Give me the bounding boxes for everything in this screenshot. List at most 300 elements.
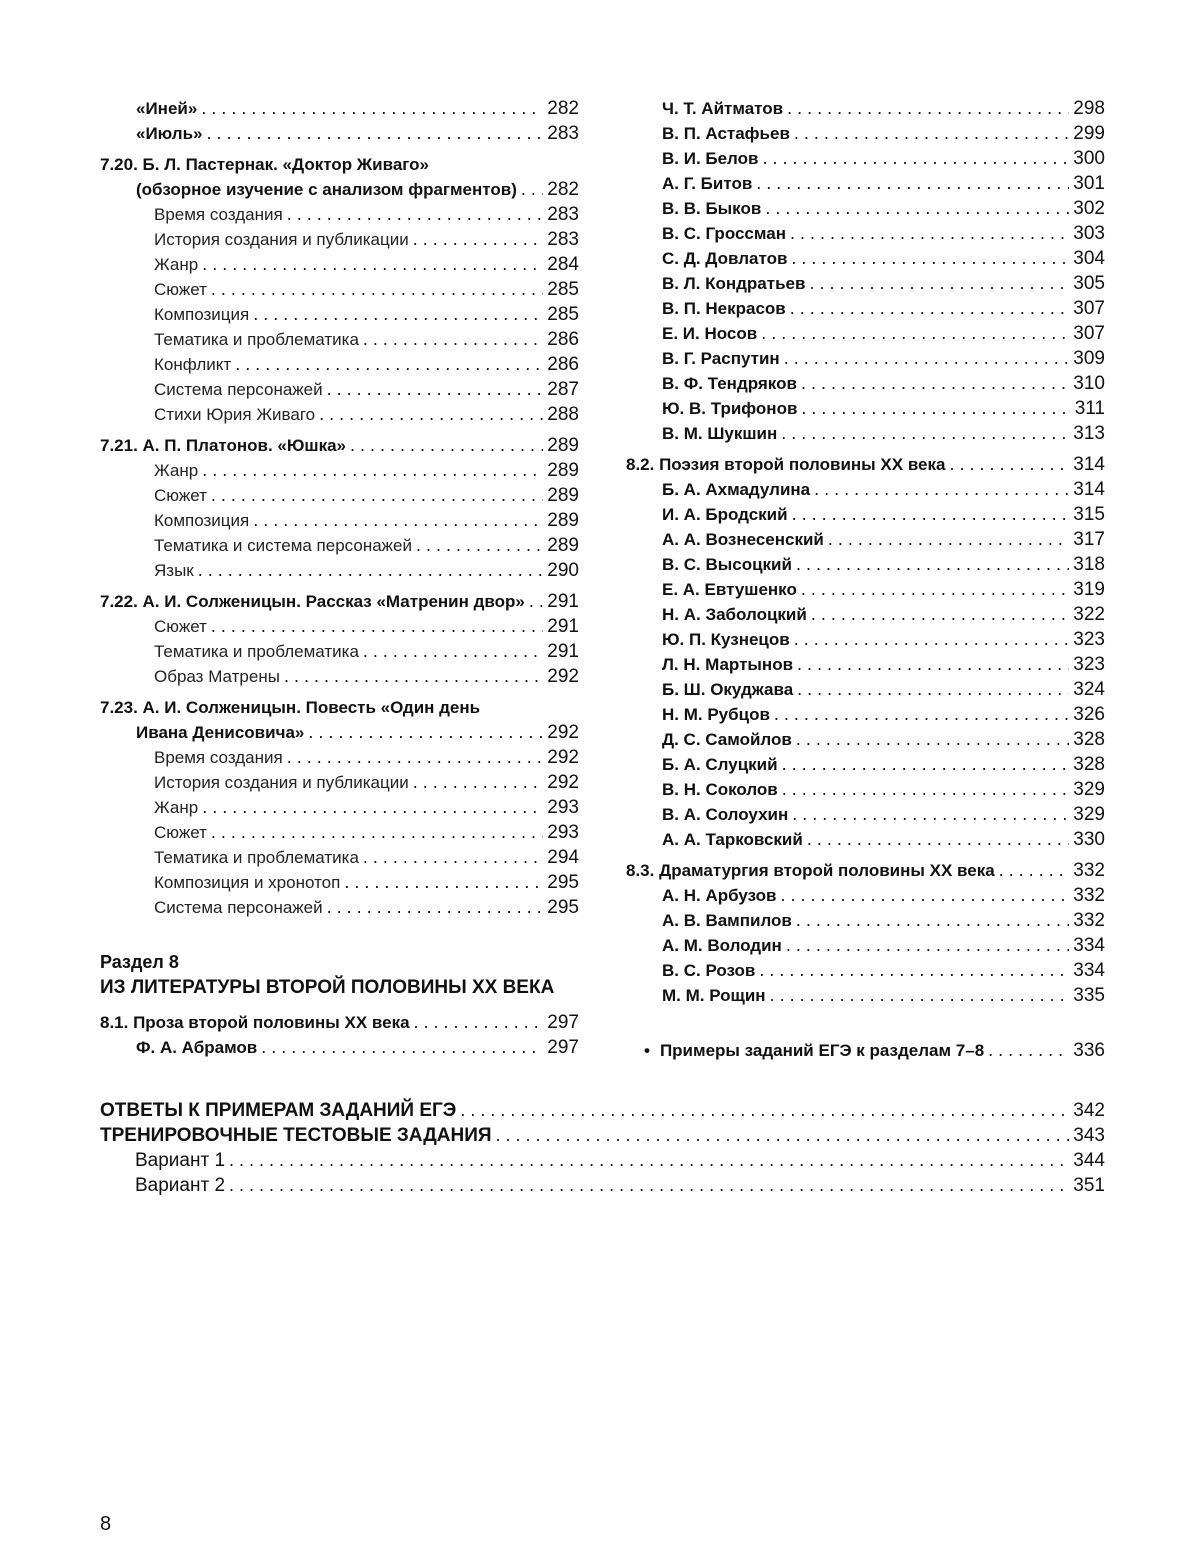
toc-entry-label: В. Н. Соколов: [662, 780, 778, 799]
toc-entry[interactable]: [626, 727, 1105, 752]
toc-entry-label: Н. М. Рубцов: [662, 705, 770, 724]
toc-subentry-label: Сюжет: [154, 617, 207, 636]
dot-leader: [211, 277, 543, 302]
dot-leader: [782, 752, 1070, 777]
toc-subentry[interactable]: [100, 895, 579, 920]
dot-leader: [782, 777, 1070, 802]
toc-entry-training[interactable]: [100, 1123, 1105, 1148]
toc-entry[interactable]: [626, 221, 1105, 246]
toc-page-number: 292: [547, 772, 579, 793]
toc-page-number: 328: [1073, 754, 1105, 775]
dot-leader: [319, 402, 543, 427]
toc-subentry-label: Тематика и проблематика: [154, 330, 359, 349]
toc-entry[interactable]: [626, 908, 1105, 933]
toc-entry-label: А. А. Тарковский: [662, 830, 803, 849]
dot-leader: [949, 452, 1069, 477]
toc-subentry-label: Система персонажей: [154, 380, 323, 399]
toc-section-heading[interactable]: [100, 589, 579, 614]
toc-subentry-label: История создания и публикации: [154, 230, 409, 249]
toc-entry[interactable]: [626, 677, 1105, 702]
dot-leader: [770, 983, 1070, 1008]
dot-leader: [790, 296, 1070, 321]
toc-entry[interactable]: [626, 502, 1105, 527]
toc-entry[interactable]: [100, 121, 579, 146]
toc-subentry-label: Композиция и хронотоп: [154, 873, 341, 892]
toc-page-number: 334: [1073, 935, 1105, 956]
toc-entry[interactable]: [626, 121, 1105, 146]
toc-entry-label: Ч. Т. Айтматов: [662, 99, 784, 118]
toc-page-number: 311: [1074, 398, 1105, 419]
toc-entry[interactable]: [626, 246, 1105, 271]
toc-subentry-label: Тематика и проблематика: [154, 848, 359, 867]
toc-page-number: 293: [547, 797, 579, 818]
toc-entry-label: И. А. Бродский: [662, 505, 788, 524]
toc-entry[interactable]: [626, 627, 1105, 652]
toc-subentry-label: Система персонажей: [154, 898, 323, 917]
section-8-title: Раздел 8: [100, 952, 179, 972]
toc-page-number: 332: [1073, 910, 1105, 931]
toc-page-number: 292: [547, 666, 579, 687]
toc-subentry[interactable]: [100, 202, 579, 227]
toc-page-number: 298: [1073, 98, 1105, 119]
toc-entry-label: В. А. Солоухин: [662, 805, 789, 824]
dot-leader: [413, 227, 544, 252]
dot-leader: [756, 171, 1069, 196]
dot-leader: [363, 639, 543, 664]
toc-page-number: 342: [1073, 1100, 1105, 1121]
dot-leader: [781, 421, 1069, 446]
dot-leader: [287, 202, 544, 227]
dot-leader: [211, 820, 543, 845]
toc-entry-label: «Иней»: [136, 99, 198, 118]
toc-page-number: 334: [1073, 960, 1105, 981]
toc-subentry-label: Жанр: [154, 461, 199, 480]
toc-page-number: 309: [1073, 348, 1105, 369]
dot-leader: [529, 589, 543, 614]
toc-entry-label: Б. А. Ахмадулина: [662, 480, 811, 499]
toc-entry[interactable]: [626, 421, 1105, 446]
toc-entry-answers[interactable]: [100, 1098, 1105, 1123]
toc-subentry-label: Образ Матрены: [154, 667, 280, 686]
toc-page-number: 329: [1073, 779, 1105, 800]
dot-leader: [261, 1035, 543, 1060]
toc-subentry[interactable]: [100, 639, 579, 664]
toc-entry-label: Е. И. Носов: [662, 324, 758, 343]
dot-leader: [414, 1010, 544, 1035]
toc-page-number: 289: [547, 435, 579, 456]
toc-entry-label: Д. С. Самойлов: [662, 730, 792, 749]
dot-leader: [762, 146, 1069, 171]
toc-page-number: 299: [1073, 123, 1105, 144]
toc-entry-label: Б. А. Слуцкий: [662, 755, 778, 774]
toc-entry-examples[interactable]: [626, 1038, 1105, 1063]
dot-leader: [801, 577, 1069, 602]
dot-leader: [363, 327, 543, 352]
toc-entry[interactable]: [100, 720, 579, 745]
toc-entry[interactable]: [626, 96, 1105, 121]
toc-subentry[interactable]: [100, 327, 579, 352]
dot-leader: [211, 614, 543, 639]
toc-subentry-label: Сюжет: [154, 280, 207, 299]
toc-page-number: 315: [1073, 504, 1105, 525]
dot-leader: [792, 802, 1069, 827]
dot-leader: [416, 533, 543, 558]
dot-leader: [284, 664, 543, 689]
toc-entry[interactable]: [626, 146, 1105, 171]
dot-leader: [796, 552, 1069, 577]
toc-entry[interactable]: [626, 552, 1105, 577]
toc-entry[interactable]: [626, 396, 1105, 421]
toc-page-number: 335: [1073, 985, 1105, 1006]
toc-entry-label: В. И. Белов: [662, 149, 759, 168]
toc-entry[interactable]: [626, 883, 1105, 908]
dot-leader: [774, 702, 1069, 727]
toc-subentry-label: Тематика и система персонажей: [154, 536, 412, 555]
toc-entry-label: (обзорное изучение с анализом фрагментов): [136, 180, 517, 199]
toc-section-heading[interactable]: [100, 1010, 579, 1035]
toc-page-number: 283: [547, 204, 579, 225]
dot-leader: [198, 558, 544, 583]
toc-entry-label: В. С. Гроссман: [662, 224, 786, 243]
dot-leader: [287, 745, 544, 770]
toc-entry-variant[interactable]: [100, 1148, 1105, 1173]
toc-page-number: 322: [1073, 604, 1105, 625]
toc-page-number: 297: [547, 1037, 579, 1058]
toc-entry-label: В. С. Розов: [662, 961, 756, 980]
toc-entry-label: Ю. В. Трифонов: [662, 399, 798, 418]
dot-leader: [327, 377, 544, 402]
toc-page-number: 292: [547, 747, 579, 768]
toc-subentry[interactable]: [100, 483, 579, 508]
dot-leader: [794, 627, 1070, 652]
toc-subentry-label: Жанр: [154, 255, 199, 274]
toc-page-number: 336: [1073, 1040, 1105, 1061]
toc-page-number: 317: [1073, 529, 1105, 550]
toc-entry[interactable]: [626, 802, 1105, 827]
toc-page-number: 314: [1073, 454, 1105, 475]
toc-entry[interactable]: [100, 177, 579, 202]
toc-page-number: 292: [547, 722, 579, 743]
dot-leader: [308, 720, 543, 745]
toc-entry[interactable]: [626, 296, 1105, 321]
dot-leader: [794, 121, 1069, 146]
toc-entry-label: Ивана Денисовича»: [136, 723, 305, 742]
toc-page-number: 351: [1073, 1175, 1105, 1196]
toc-entry-label: ОТВЕТЫ К ПРИМЕРАМ ЗАДАНИЙ ЕГЭ: [100, 1100, 457, 1121]
toc-entry[interactable]: [100, 96, 579, 121]
toc-page-number: 290: [547, 560, 579, 581]
toc-subentry-label: Композиция: [154, 511, 250, 530]
toc-entry-label: 7.22. А. И. Солженицын. Рассказ «Матренин двор»: [100, 592, 525, 611]
toc-entry-label: 7.21. А. П. Платонов. «Юшка»: [100, 436, 347, 455]
toc-page-number: 301: [1073, 173, 1105, 194]
toc-page-number: 326: [1073, 704, 1105, 725]
dot-leader: [786, 933, 1069, 958]
toc-entry-label: • Примеры заданий ЕГЭ к разделам 7–8: [644, 1038, 984, 1063]
toc-sublist-81-cont: [626, 96, 1105, 446]
toc-page-number: 307: [1073, 298, 1105, 319]
toc-entry-label: Н. А. Заболоцкий: [662, 605, 807, 624]
dot-leader: [801, 371, 1069, 396]
toc-entry-variant[interactable]: [100, 1173, 1105, 1198]
toc-subentry-label: Время создания: [154, 205, 283, 224]
toc-subentry[interactable]: [100, 745, 579, 770]
toc-subentry[interactable]: [100, 820, 579, 845]
toc-page-number: 293: [547, 822, 579, 843]
toc-page-number: 285: [547, 279, 579, 300]
toc-subentry[interactable]: [100, 377, 579, 402]
toc-page-number: 300: [1073, 148, 1105, 169]
toc-entry-label: А. Н. Арбузов: [662, 886, 777, 905]
dot-leader: [206, 121, 543, 146]
dot-leader: [791, 246, 1069, 271]
toc-entry-label: В. Л. Кондратьев: [662, 274, 806, 293]
toc-entry-label: В. Г. Распутин: [662, 349, 780, 368]
toc-page-number: 284: [547, 254, 579, 275]
toc-entry[interactable]: [626, 271, 1105, 296]
dot-leader: [202, 458, 543, 483]
toc-page-number: 305: [1073, 273, 1105, 294]
toc-subentry[interactable]: [100, 795, 579, 820]
dot-leader: [211, 483, 543, 508]
toc-entry[interactable]: [100, 1035, 579, 1060]
toc-subentry-label: Конфликт: [154, 355, 232, 374]
toc-entry[interactable]: [626, 346, 1105, 371]
toc-section-heading[interactable]: 7.23. А. И. Солженицын. Повесть «Один день: [100, 698, 481, 717]
dot-leader: [797, 652, 1069, 677]
dot-leader: [229, 1148, 1069, 1173]
toc-subentry-label: Сюжет: [154, 823, 207, 842]
dot-leader: [792, 502, 1070, 527]
toc-sublist-720: [100, 202, 579, 427]
toc-entry-label: В. П. Некрасов: [662, 299, 786, 318]
toc-entry[interactable]: [626, 477, 1105, 502]
dot-leader: [796, 727, 1069, 752]
toc-entry[interactable]: [626, 577, 1105, 602]
toc-sublist-82: [626, 477, 1105, 852]
toc-entry[interactable]: [626, 983, 1105, 1008]
toc-entry-label: Ю. П. Кузнецов: [662, 630, 790, 649]
toc-page-number: 318: [1073, 554, 1105, 575]
toc-subentry-label: Сюжет: [154, 486, 207, 505]
toc-page-number: 285: [547, 304, 579, 325]
toc-subentry-label: Композиция: [154, 305, 250, 324]
toc-subentry-label: Время создания: [154, 748, 283, 767]
toc-section-heading[interactable]: [100, 433, 579, 458]
toc-entry-label: Е. А. Евтушенко: [662, 580, 797, 599]
toc-page-number: 286: [547, 354, 579, 375]
toc-page-number: 302: [1073, 198, 1105, 219]
toc-page-number: 344: [1073, 1150, 1105, 1171]
toc-page-number: 288: [547, 404, 579, 425]
dot-leader: [999, 858, 1070, 883]
toc-page-number: 319: [1073, 579, 1105, 600]
page-number: 8: [100, 1513, 112, 1535]
dot-leader: [496, 1123, 1070, 1148]
toc-subentry[interactable]: [100, 402, 579, 427]
dot-leader: [344, 870, 543, 895]
toc-page-number: 287: [547, 379, 579, 400]
toc-sublist-723: [100, 745, 579, 920]
toc-subentry[interactable]: [100, 558, 579, 583]
dot-leader: [797, 677, 1069, 702]
toc-entry-label: Вариант 2: [135, 1175, 226, 1196]
dot-leader: [759, 958, 1069, 983]
toc-section-heading[interactable]: [626, 858, 1105, 883]
toc-page-number: 303: [1073, 223, 1105, 244]
toc-entry-label: Б. Ш. Окуджава: [662, 680, 794, 699]
toc-entry[interactable]: [626, 958, 1105, 983]
dot-leader: [796, 908, 1069, 933]
toc-left-column: [100, 96, 579, 1060]
section-8-heading: [100, 950, 579, 1000]
dot-leader: [253, 302, 543, 327]
toc-page-number: 283: [547, 229, 579, 250]
toc-entry-label: М. М. Рощин: [662, 986, 766, 1005]
toc-page-number: 291: [547, 641, 579, 662]
toc-page-number: 291: [547, 591, 579, 612]
toc-subentry[interactable]: [100, 277, 579, 302]
toc-page-number: 313: [1073, 423, 1105, 444]
toc-page-number: 295: [547, 872, 579, 893]
toc-page-number: 329: [1073, 804, 1105, 825]
toc-entry-label: В. С. Высоцкий: [662, 555, 792, 574]
dot-leader: [327, 895, 544, 920]
dot-leader: [790, 221, 1069, 246]
toc-page-number: 282: [547, 179, 579, 200]
toc-entry-label: ТРЕНИРОВОЧНЫЕ ТЕСТОВЫЕ ЗАДАНИЯ: [100, 1125, 492, 1146]
toc-entry-label: А. Г. Битов: [662, 174, 753, 193]
toc-entry[interactable]: [626, 321, 1105, 346]
toc-subentry[interactable]: [100, 508, 579, 533]
toc-entry[interactable]: [626, 371, 1105, 396]
toc-section-heading[interactable]: 7.20. Б. Л. Пастернак. «Доктор Живаго»: [100, 155, 429, 174]
toc-subentry-label: Стихи Юрия Живаго: [154, 405, 316, 424]
toc-subentry[interactable]: [100, 533, 579, 558]
toc-subentry[interactable]: [100, 302, 579, 327]
section-8-subtitle: ИЗ ЛИТЕРАТУРЫ ВТОРОЙ ПОЛОВИНЫ XX ВЕКА: [100, 977, 555, 998]
toc-section-heading[interactable]: [626, 452, 1105, 477]
toc-subentry[interactable]: [100, 845, 579, 870]
toc-sublist-722: [100, 614, 579, 689]
toc-subentry[interactable]: [100, 252, 579, 277]
dot-leader: [988, 1038, 1069, 1063]
toc-page-number: 343: [1073, 1125, 1105, 1146]
dot-leader: [229, 1173, 1069, 1198]
toc-entry[interactable]: [626, 702, 1105, 727]
toc-subentry[interactable]: [100, 458, 579, 483]
toc-page-number: 304: [1073, 248, 1105, 269]
toc-sublist-83: [626, 883, 1105, 1008]
toc-page-number: 291: [547, 616, 579, 637]
toc-page-number: 289: [547, 510, 579, 531]
toc-right-column: [626, 96, 1105, 1063]
toc-entry-label: «Июль»: [136, 124, 203, 143]
toc-subentry-label: История создания и публикации: [154, 773, 409, 792]
dot-leader: [809, 271, 1069, 296]
toc-entry[interactable]: [626, 777, 1105, 802]
dot-leader: [784, 346, 1070, 371]
toc-entry-label: Вариант 1: [135, 1150, 226, 1171]
toc-entry-label: В. В. Быков: [662, 199, 762, 218]
toc-entry[interactable]: [626, 196, 1105, 221]
toc-entry[interactable]: [626, 602, 1105, 627]
toc-entry[interactable]: [626, 933, 1105, 958]
toc-page-number: 332: [1073, 885, 1105, 906]
toc-page-number: 286: [547, 329, 579, 350]
dot-leader: [807, 827, 1069, 852]
toc-page-number: 282: [547, 98, 579, 119]
toc-entry-label: С. Д. Довлатов: [662, 249, 788, 268]
toc-page-number: 328: [1073, 729, 1105, 750]
toc-entry-label: В. П. Астафьев: [662, 124, 790, 143]
toc-page-number: 283: [547, 123, 579, 144]
toc-page-number: 294: [547, 847, 579, 868]
toc-page-number: 289: [547, 485, 579, 506]
toc-page-number: 307: [1073, 323, 1105, 344]
dot-leader: [413, 770, 544, 795]
dot-leader: [202, 252, 543, 277]
toc-entry-label: Ф. А. Абрамов: [136, 1038, 258, 1057]
toc-entry[interactable]: [626, 652, 1105, 677]
toc-entry[interactable]: [626, 527, 1105, 552]
dot-leader: [761, 321, 1069, 346]
toc-subentry-label: Язык: [154, 561, 194, 580]
toc-entry-label: В. М. Шукшин: [662, 424, 778, 443]
dot-leader: [811, 602, 1069, 627]
toc-entry[interactable]: [626, 752, 1105, 777]
toc-subentry[interactable]: [100, 614, 579, 639]
toc-page-number: 310: [1073, 373, 1105, 394]
toc-bottom-block: [100, 1098, 1105, 1198]
toc-entry-label: 8.3. Драматургия второй половины XX века: [626, 861, 995, 880]
toc-entry-label: Л. Н. Мартынов: [662, 655, 794, 674]
toc-entry[interactable]: [626, 171, 1105, 196]
toc-entry-label: А. В. Вампилов: [662, 911, 792, 930]
toc-page-number: 289: [547, 460, 579, 481]
toc-page-number: 330: [1073, 829, 1105, 850]
dot-leader: [780, 883, 1069, 908]
toc-page-number: 324: [1073, 679, 1105, 700]
toc-subentry[interactable]: [100, 227, 579, 252]
toc-entry[interactable]: [626, 827, 1105, 852]
dot-leader: [235, 352, 543, 377]
toc-page-number: 332: [1073, 860, 1105, 881]
toc-entry-label: В. Ф. Тендряков: [662, 374, 797, 393]
toc-entry-label: 8.2. Поэзия второй половины XX века: [626, 455, 946, 474]
dot-leader: [350, 433, 543, 458]
dot-leader: [801, 396, 1070, 421]
dot-leader: [765, 196, 1069, 221]
toc-subentry[interactable]: [100, 664, 579, 689]
toc-subentry[interactable]: [100, 352, 579, 377]
toc-subentry[interactable]: [100, 770, 579, 795]
dot-leader: [787, 96, 1069, 121]
toc-entry-label: А. М. Володин: [662, 936, 782, 955]
dot-leader: [201, 96, 543, 121]
toc-subentry[interactable]: [100, 870, 579, 895]
toc-page-number: 297: [547, 1012, 579, 1033]
toc-page-number: 289: [547, 535, 579, 556]
toc-sublist-721: [100, 458, 579, 583]
dot-leader: [828, 527, 1069, 552]
toc-subentry-label: Жанр: [154, 798, 199, 817]
toc-page-number: 314: [1073, 479, 1105, 500]
toc-page-number: 295: [547, 897, 579, 918]
dot-leader: [253, 508, 543, 533]
toc-page-number: 323: [1073, 654, 1105, 675]
toc-entry-label: 8.1. Проза второй половины XX века: [100, 1013, 410, 1032]
